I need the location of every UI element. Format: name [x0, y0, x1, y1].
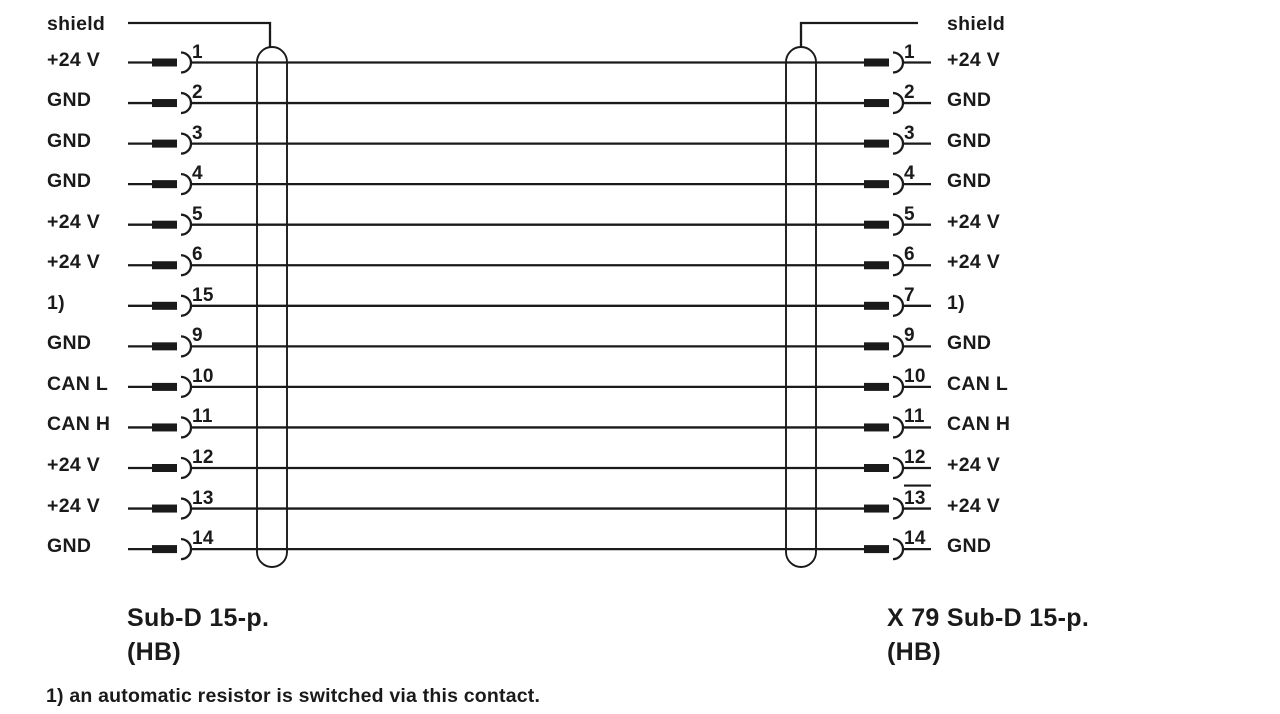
socket-arc-left — [181, 174, 191, 194]
pin-label-left: GND — [47, 170, 92, 193]
shield-label-right: shield — [947, 13, 1006, 35]
pin-contact-left — [152, 545, 177, 553]
pin-label-left: CAN H — [47, 413, 111, 436]
pin-contact-left — [152, 423, 177, 431]
shield-wire-right — [801, 23, 918, 48]
socket-arc-left — [181, 134, 191, 154]
pin-contact-left — [152, 221, 177, 229]
cable-shield-right — [786, 47, 816, 567]
pin-row-wires — [128, 215, 931, 235]
pin-number-left: 14 — [192, 528, 214, 550]
pin-label-right: GND — [947, 170, 992, 193]
pin-contact-right — [864, 505, 889, 513]
pin-label-left: CAN L — [47, 372, 109, 395]
pin-contact-left — [152, 342, 177, 350]
pin-label-left: GND — [47, 332, 92, 355]
pin-contact-right — [864, 342, 889, 350]
pin-row-wires — [128, 486, 931, 519]
pin-contact-left — [152, 180, 177, 188]
connector-left-subtitle: (HB) — [127, 638, 181, 666]
pin-number-left: 15 — [192, 284, 214, 306]
pin-label-right: CAN H — [947, 413, 1011, 436]
pin-row-wires — [128, 336, 931, 356]
pin-label-left: +24 V — [47, 494, 101, 517]
socket-arc-left — [181, 458, 191, 478]
pin-label-left: 1) — [47, 291, 65, 314]
pin-label-left: +24 V — [47, 48, 101, 71]
pin-number-right: 11 — [904, 406, 925, 428]
socket-arc-right — [893, 53, 903, 73]
shield-label-left: shield — [47, 13, 106, 35]
pin-label-right: CAN L — [947, 372, 1009, 395]
pin-row-wires — [128, 53, 931, 73]
pin-number-right: 10 — [904, 365, 926, 387]
pin-label-right: +24 V — [947, 251, 1001, 274]
pin-label-right: +24 V — [947, 454, 1001, 476]
pin-label-left: +24 V — [47, 210, 101, 233]
pin-contact-left — [152, 302, 177, 310]
pin-contact-right — [864, 545, 889, 553]
pin-row-wires — [128, 255, 931, 275]
pin-number-left: 1 — [192, 41, 203, 63]
socket-arc-right — [893, 134, 903, 154]
pin-number-left: 4 — [192, 163, 203, 185]
pin-contact-right — [864, 59, 889, 67]
pin-label-right: 1) — [947, 291, 965, 314]
pin-label-left: +24 V — [47, 454, 101, 476]
pin-contact-right — [864, 221, 889, 229]
footnote: 1) an automatic resistor is switched via this contact. — [46, 685, 541, 707]
pin-row-wires — [128, 174, 931, 194]
socket-arc-right — [893, 377, 903, 397]
pin-row-wires — [128, 134, 931, 154]
pin-row-wires — [128, 93, 931, 113]
pin-contact-right — [864, 302, 889, 310]
pin-number-left: 3 — [192, 122, 203, 144]
pin-contact-left — [152, 99, 177, 107]
pin-number-right: 4 — [904, 163, 915, 185]
pin-number-right: 14 — [904, 528, 926, 550]
socket-arc-left — [181, 499, 191, 519]
pin-contact-right — [864, 99, 889, 107]
pin-contact-left — [152, 505, 177, 513]
pin-number-left: 2 — [192, 82, 203, 104]
socket-arc-right — [893, 336, 903, 356]
pin-contact-right — [864, 180, 889, 188]
pin-label-right: GND — [947, 535, 992, 558]
socket-arc-right — [893, 296, 903, 316]
socket-arc-left — [181, 53, 191, 73]
socket-arc-left — [181, 336, 191, 356]
pin-number-left: 13 — [192, 487, 214, 509]
pin-contact-left — [152, 383, 177, 391]
socket-arc-left — [181, 93, 191, 113]
pin-label-left: +24 V — [47, 251, 101, 274]
socket-arc-right — [893, 417, 903, 437]
cable-shield-left — [257, 47, 287, 567]
pin-number-right: 6 — [904, 244, 915, 266]
socket-arc-right — [893, 215, 903, 235]
connector-right-title: X 79 Sub-D 15-p. — [887, 604, 1090, 632]
pin-contact-left — [152, 59, 177, 67]
pin-contact-left — [152, 464, 177, 472]
pin-row-wires — [128, 458, 931, 478]
connector-left-title: Sub-D 15-p. — [127, 604, 270, 632]
pin-row-wires — [128, 539, 931, 559]
connector-label-left — [127, 601, 269, 669]
pin-number-left: 5 — [192, 203, 203, 225]
pin-number-left: 6 — [192, 244, 203, 266]
pin-label-right: GND — [947, 332, 992, 355]
pin-label-right: +24 V — [947, 210, 1001, 233]
socket-arc-right — [893, 93, 903, 113]
socket-arc-left — [181, 377, 191, 397]
pin-number-right: 13 — [904, 487, 926, 509]
pin-label-left: GND — [47, 129, 92, 152]
socket-arc-left — [181, 539, 191, 559]
pin-label-left: GND — [47, 535, 92, 558]
pin-contact-right — [864, 261, 889, 269]
connector-label-right — [887, 601, 1089, 669]
socket-arc-right — [893, 255, 903, 275]
pin-row-wires — [128, 417, 931, 437]
pin-label-right: +24 V — [947, 494, 1001, 517]
pin-number-left: 12 — [192, 447, 214, 468]
pin-label-right: +24 V — [947, 48, 1001, 71]
connector-right-subtitle: (HB) — [887, 638, 941, 666]
pin-label-right: GND — [947, 89, 992, 112]
socket-arc-right — [893, 539, 903, 559]
pin-row-wires — [128, 296, 931, 316]
pin-contact-right — [864, 423, 889, 431]
socket-arc-left — [181, 255, 191, 275]
pin-number-right: 12 — [904, 447, 926, 468]
socket-arc-left — [181, 417, 191, 437]
pin-number-left: 10 — [192, 365, 214, 387]
pin-number-right: 3 — [904, 122, 915, 144]
pin-number-right: 2 — [904, 82, 915, 104]
pin-number-left: 9 — [192, 325, 203, 347]
socket-arc-right — [893, 174, 903, 194]
pin-number-left: 11 — [192, 406, 213, 428]
pin-number-right: 5 — [904, 203, 915, 225]
pin-number-right: 9 — [904, 325, 915, 347]
pin-label-left: GND — [47, 89, 92, 112]
socket-arc-left — [181, 296, 191, 316]
socket-arc-left — [181, 215, 191, 235]
pin-contact-left — [152, 261, 177, 269]
pin-row-wires — [128, 377, 931, 397]
pin-contact-right — [864, 383, 889, 391]
pin-number-right: 7 — [904, 284, 915, 306]
pin-contact-right — [864, 464, 889, 472]
pin-contact-right — [864, 140, 889, 148]
pin-contact-left — [152, 140, 177, 148]
pin-label-right: GND — [947, 129, 992, 152]
pin-number-right: 1 — [904, 41, 915, 63]
socket-arc-right — [893, 499, 903, 519]
socket-arc-right — [893, 458, 903, 478]
